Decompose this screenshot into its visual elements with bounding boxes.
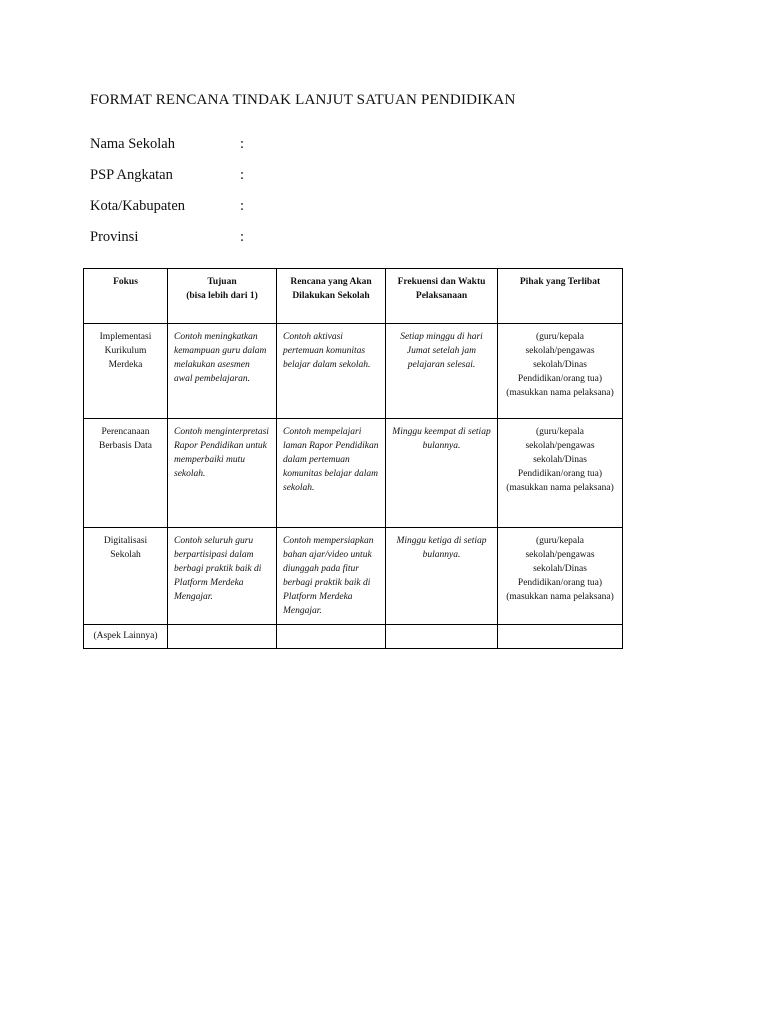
cell-rencana: Contoh mempersiapkan bahan ajar/video untuk diunggah pada fitur berbagi praktik baik di Platform Merdeka Mengajar. (277, 528, 386, 625)
table-row (84, 324, 623, 419)
field-colon: : (240, 167, 245, 183)
table-row (84, 528, 623, 625)
field-colon: : (240, 229, 245, 245)
field-colon: : (240, 198, 245, 214)
cell-tujuan (168, 625, 277, 649)
table-row (84, 625, 623, 649)
field-label: Nama Sekolah (90, 136, 175, 152)
header-frekuensi-line2: Pelaksanaan (415, 291, 468, 301)
field-label: Kota/Kabupaten (90, 198, 186, 214)
document-title: FORMAT RENCANA TINDAK LANJUT SATUAN PENDIDIKAN (90, 92, 516, 108)
cell-frekuensi: Minggu keempat di setiap bulannya. (386, 419, 498, 528)
header-frekuensi-line1: Frekuensi dan Waktu (397, 277, 486, 287)
cell-pihak: (guru/kepala sekolah/pengawas sekolah/Dinas Pendidikan/orang tua) (masukkan nama pelaksana) (498, 324, 623, 419)
cell-frekuensi: Setiap minggu di hari Jumat setelah jam pelajaran selesai. (386, 324, 498, 419)
cell-frekuensi (386, 625, 498, 649)
field-label: PSP Angkatan (90, 167, 173, 183)
header-rencana-line2: Dilakukan Sekolah (292, 291, 370, 301)
cell-rencana: Contoh mempelajari laman Rapor Pendidikan dalam pertemuan komunitas belajar dalam sekolah. (277, 419, 386, 528)
cell-fokus: Digitalisasi Sekolah (84, 528, 168, 625)
header-rencana-line1: Rencana yang Akan (290, 277, 372, 287)
cell-pihak: (guru/kepala sekolah/pengawas sekolah/Dinas Pendidikan/orang tua) (masukkan nama pelaksana) (498, 528, 623, 625)
cell-tujuan: Contoh meningkatkan kemampuan guru dalam melakukan asesmen awal pembelajaran. (168, 324, 277, 419)
header-tujuan-line1: Tujuan (207, 277, 237, 287)
cell-frekuensi: Minggu ketiga di setiap bulannya. (386, 528, 498, 625)
cell-tujuan: Contoh seluruh guru berpartisipasi dalam berbagi praktik baik di Platform Merdeka Mengajar. (168, 528, 277, 625)
cell-rencana: Contoh aktivasi pertemuan komunitas belajar dalam sekolah. (277, 324, 386, 419)
cell-fokus: Implementasi Kurikulum Merdeka (84, 324, 168, 419)
table-header-row (84, 269, 623, 324)
action-plan-table (83, 268, 623, 649)
field-colon: : (240, 136, 245, 152)
header-rencana (277, 269, 386, 324)
header-frekuensi (386, 269, 498, 324)
cell-pihak (498, 625, 623, 649)
cell-pihak: (guru/kepala sekolah/pengawas sekolah/Dinas Pendidikan/orang tua) (masukkan nama pelaksana) (498, 419, 623, 528)
header-fokus: Fokus (84, 269, 168, 324)
cell-tujuan: Contoh menginterpretasi Rapor Pendidikan untuk memperbaiki mutu sekolah. (168, 419, 277, 528)
cell-fokus: Perencanaan Berbasis Data (84, 419, 168, 528)
field-label: Provinsi (90, 229, 139, 245)
table-row (84, 419, 623, 528)
header-tujuan-line2: (bisa lebih dari 1) (186, 291, 258, 301)
cell-fokus: (Aspek Lainnya) (84, 625, 168, 649)
header-pihak: Pihak yang Terlibat (498, 269, 623, 324)
header-tujuan (168, 269, 277, 324)
cell-rencana (277, 625, 386, 649)
